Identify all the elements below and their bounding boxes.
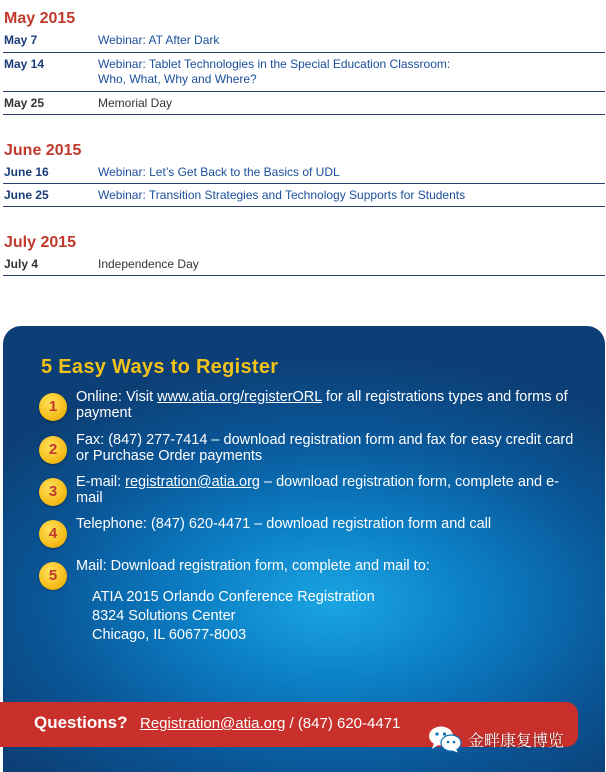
month-heading-july: July 2015 xyxy=(4,234,77,251)
watermark-text: 金畔康复博览 xyxy=(468,730,565,750)
event-title-line: Who, What, Why and Where? xyxy=(98,72,257,86)
register-email-link[interactable]: registration@atia.org xyxy=(125,474,260,490)
divider xyxy=(3,91,605,92)
month-heading-june: June 2015 xyxy=(4,142,82,159)
event-title: Independence Day xyxy=(98,257,199,271)
divider xyxy=(3,183,605,184)
event-title xyxy=(98,57,450,87)
event-title: Webinar: AT After Dark xyxy=(98,33,220,47)
event-date: July 4 xyxy=(4,257,39,271)
questions-phone: / (847) 620-4471 xyxy=(285,715,401,732)
questions-label: Questions? xyxy=(34,713,128,732)
address-line: ATIA 2015 Orlando Conference Registration xyxy=(92,589,375,605)
address-line: Chicago, IL 60677-8003 xyxy=(92,627,247,643)
mailing-address xyxy=(92,588,375,645)
questions-email-link[interactable]: Registration@atia.org xyxy=(140,715,286,732)
register-title: 5 Easy Ways to Register xyxy=(41,356,279,378)
divider xyxy=(3,206,605,207)
step-number-badge: 4 xyxy=(39,520,67,548)
month-heading-may: May 2015 xyxy=(4,10,76,27)
event-date: May 14 xyxy=(4,57,45,71)
step-text: Fax: (847) 277-7414 – download registration form and fax for easy credit card or Purchase Order payments xyxy=(76,432,574,464)
event-title-line: Webinar: Tablet Technologies in the Special Education Classroom: xyxy=(98,57,451,71)
event-title: Webinar: Transition Strategies and Technology Supports for Students xyxy=(98,188,466,202)
step-number-badge: 1 xyxy=(39,393,67,421)
step-text: Mail: Download registration form, complete and mail to: xyxy=(76,558,430,574)
step-text: Online: Visit www.atia.org/registerORL for all registrations types and forms of payment xyxy=(76,389,568,421)
event-date: June 16 xyxy=(4,165,49,179)
step-number-badge: 2 xyxy=(39,436,67,464)
address-line: 8324 Solutions Center xyxy=(92,608,236,624)
divider xyxy=(3,52,605,53)
divider xyxy=(3,275,605,276)
step-text: Telephone: (847) 620-4471 – download registration form and call xyxy=(76,516,492,532)
divider xyxy=(3,114,605,115)
event-date: May 25 xyxy=(4,96,45,110)
event-date: June 25 xyxy=(4,188,49,202)
event-title: Webinar: Let’s Get Back to the Basics of UDL xyxy=(98,165,340,179)
wechat-icon xyxy=(428,725,462,753)
questions-contact xyxy=(140,715,400,732)
event-title: Memorial Day xyxy=(98,96,173,110)
step-number-badge: 5 xyxy=(39,562,67,590)
step-number-badge: 3 xyxy=(39,478,67,506)
step-text: E-mail: registration@atia.org – download registration form, complete and e-mail xyxy=(76,474,559,506)
event-date: May 7 xyxy=(4,33,38,47)
register-url-link[interactable]: www.atia.org/registerORL xyxy=(157,389,322,405)
watermark xyxy=(428,722,564,756)
